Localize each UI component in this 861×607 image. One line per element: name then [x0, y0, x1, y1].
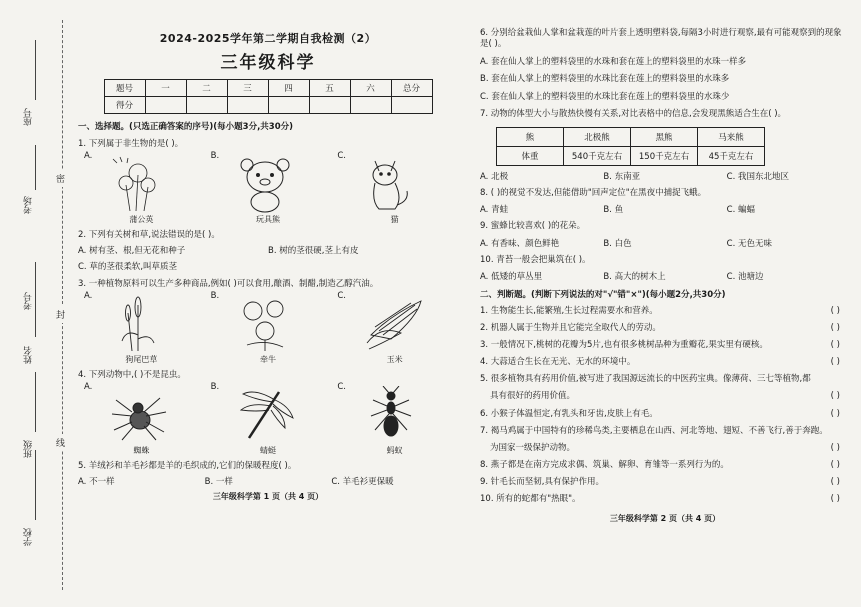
ant-icon — [361, 386, 421, 442]
section2-title: 二、判断题。(判断下列说法的对"√"错"×")(每小题2分,共30分) — [480, 290, 726, 301]
corn-icon — [361, 295, 431, 351]
seal-char-feng: 封 — [56, 306, 65, 323]
q2-options-row2 — [78, 260, 458, 272]
q8-options — [480, 203, 850, 215]
score-cell[interactable] — [186, 97, 227, 114]
option-letter: A. — [84, 382, 93, 392]
dragonfly-icon — [235, 386, 295, 442]
q1-caption-a: 蒲公英 — [129, 215, 154, 224]
q4-caption-c: 蚂蚁 — [386, 446, 403, 455]
name-line — [35, 262, 36, 337]
room-line — [35, 145, 36, 190]
bear-table-head: 黑熊 — [631, 127, 698, 146]
q7-options — [480, 170, 850, 182]
score-head-cell: 总分 — [391, 80, 432, 97]
question-1: 1. 下列属于非生物的是( )。 — [78, 139, 184, 149]
q10-option-a[interactable]: A. 低矮的草丛里 — [480, 272, 543, 283]
q6-option-a[interactable]: A. 套在仙人掌上的塑料袋里的水珠和套在莲上的塑料袋里的水珠一样多 — [480, 56, 747, 67]
morning-glory-icon — [235, 295, 295, 351]
q3-caption-c: 玉米 — [386, 355, 403, 364]
judge-text: 为国家一级保护动物。 — [490, 442, 576, 453]
q7-option-a[interactable]: A. 北极 — [480, 171, 509, 182]
q3-option-c[interactable] — [331, 291, 458, 363]
option-letter: C. — [337, 151, 346, 161]
seat-line — [35, 40, 36, 100]
q3-images — [78, 291, 458, 363]
q3-caption-b: 牵牛 — [260, 355, 276, 364]
question-6: 6. 分别给盆栽仙人掌和盆栽莲的叶片套上透明塑料袋,每隔3小时进行观察,最有可能观察到的现象是( )。 — [480, 28, 842, 50]
bear-table-cell: 体重 — [497, 146, 564, 165]
question-8: 8. ( )的视觉不发达,但能借助"回声定位"在黑夜中捕捉飞蛾。 — [480, 187, 707, 198]
score-head-cell: 五 — [309, 80, 350, 97]
judge-item — [480, 340, 850, 351]
section1-title: 一、选择题。(只选正确答案的序号)(每小题3分,共30分) — [78, 122, 294, 132]
option-letter: A. — [84, 291, 93, 301]
judge-text: 3. 一般情况下,桃树的花瓣为5片,也有很多桃树品种为重瓣花,果实里有硬核。 — [480, 340, 768, 351]
bear-table-head: 马来熊 — [698, 127, 765, 146]
q9-option-b[interactable]: B. 白色 — [603, 238, 632, 249]
exam-number-label: 考号 — [24, 292, 34, 310]
question-2: 2. 下列有关树和草,说法错误的是( )。 — [78, 230, 220, 240]
bear-table-cell: 150千克左右 — [631, 146, 698, 165]
q4-option-a[interactable] — [78, 382, 205, 454]
judge-text: 5. 很多植物具有药用价值,被写进了我国源远流长的中医药宝典。像薄荷、三七等植物,都 — [480, 374, 811, 385]
score-head-cell: 一 — [145, 80, 186, 97]
judge-text: 10. 所有的蛇都有"热眼"。 — [480, 493, 581, 504]
spider-icon — [108, 386, 168, 442]
judge-item — [480, 443, 850, 454]
q8-option-b[interactable]: B. 鱼 — [603, 205, 624, 216]
school-label: 学校 — [24, 528, 34, 546]
option-letter: A. — [84, 151, 93, 161]
q3-option-b[interactable] — [205, 291, 332, 363]
score-cell[interactable] — [145, 97, 186, 114]
q1-option-c[interactable] — [331, 151, 458, 223]
score-head-cell: 六 — [350, 80, 391, 97]
q1-images — [78, 151, 458, 223]
q2-option-b[interactable]: B. 树的茎很硬,茎上有皮 — [268, 246, 359, 256]
seal-char-xian: 线 — [56, 434, 65, 451]
answer-bracket[interactable]: ( ) — [830, 357, 840, 368]
q4-option-b[interactable] — [205, 382, 332, 454]
bear-table-head: 北极熊 — [564, 127, 631, 146]
q10-option-b[interactable]: B. 高大的树木上 — [603, 272, 666, 283]
q5-options — [78, 475, 458, 487]
bear-table-cell: 540千克左右 — [564, 146, 631, 165]
dandelion-icon — [108, 155, 168, 211]
judge-text: 8. 燕子都是在南方完成求偶、筑巢、解卵、育雏等一系列行为的。 — [480, 459, 729, 470]
judge-item — [480, 477, 850, 488]
q9-option-a[interactable]: A. 有香味、颜色鲜艳 — [480, 238, 560, 249]
exam-title: 2024-2025学年第二学期自我检测（2） — [159, 32, 377, 45]
page-footer-1: 三年级科学第 1 页（共 4 页） — [212, 492, 324, 501]
page-two — [480, 22, 850, 524]
answer-bracket[interactable]: ( ) — [830, 408, 840, 419]
answer-bracket[interactable]: ( ) — [830, 323, 840, 334]
seal-dashed-line — [62, 20, 63, 590]
answer-bracket[interactable]: ( ) — [830, 340, 840, 351]
question-4: 4. 下列动物中,( )不是昆虫。 — [78, 370, 186, 380]
q2-option-a[interactable]: A. 树有茎、根,但无花和种子 — [78, 246, 186, 256]
teddy-bear-icon — [235, 155, 295, 213]
answer-bracket[interactable]: ( ) — [830, 493, 840, 504]
judge-text: 2. 机器人属于生物并且它能完全取代人的劳动。 — [480, 323, 661, 334]
answer-bracket[interactable]: ( ) — [830, 459, 840, 470]
score-cell[interactable] — [227, 97, 268, 114]
bear-table-head: 熊 — [497, 127, 564, 146]
q1-option-b[interactable] — [205, 151, 332, 223]
score-head-cell: 题号 — [104, 80, 145, 97]
q7-option-b[interactable]: B. 东南亚 — [603, 171, 641, 182]
judge-text: 4. 大蒜适合生长在无光、无水的环境中。 — [480, 357, 636, 368]
name-label: 姓名 — [24, 346, 34, 364]
score-head-cell: 二 — [186, 80, 227, 97]
seal-char-mi: 密 — [56, 170, 65, 187]
exam-room-label: 考场 — [24, 196, 34, 214]
option-letter: B. — [210, 382, 220, 392]
judge-item — [480, 306, 850, 317]
school-line — [35, 450, 36, 520]
q9-option-c[interactable]: C. 无色无味 — [726, 238, 772, 249]
bear-weight-table — [496, 127, 765, 166]
q1-caption-b: 玩具熊 — [256, 215, 280, 224]
q3-caption-a: 狗尾巴草 — [125, 355, 158, 364]
judge-item — [480, 409, 850, 420]
binding-margin — [0, 0, 70, 607]
q4-images — [78, 382, 458, 454]
question-3: 3. 一种植物原料可以生产多种商品,例如( )可以食用,酿酒、制醋,制造乙醇汽油。 — [78, 279, 379, 289]
q2-option-c[interactable]: C. 草的茎很柔软,叫草质茎 — [78, 262, 178, 272]
q7-option-c[interactable]: C. 我国东北地区 — [726, 171, 789, 182]
class-line — [35, 372, 36, 432]
judge-text: 具有很好的药用价值。 — [490, 391, 576, 402]
q4-caption-b: 蜻蜓 — [260, 446, 276, 455]
page-footer-2: 三年级科学第 2 页（共 4 页） — [609, 513, 721, 523]
q4-caption-a: 蜘蛛 — [133, 446, 150, 455]
score-head-cell: 三 — [227, 80, 268, 97]
cat-icon — [361, 155, 421, 213]
class-label: 班级 — [24, 440, 34, 458]
q1-caption-c: 猫 — [390, 215, 399, 224]
judge-text: 1. 生物能生长,能繁殖,生长过程需要水和营养。 — [480, 306, 658, 317]
judge-item — [480, 374, 850, 385]
subject-title: 三年级科学 — [220, 53, 316, 73]
bear-table-cell: 45千克左右 — [698, 146, 765, 165]
q8-option-a[interactable]: A. 青蛙 — [480, 205, 509, 216]
score-cell[interactable] — [391, 97, 432, 114]
judge-item — [480, 460, 850, 471]
judge-item — [480, 391, 850, 402]
answer-bracket[interactable]: ( ) — [830, 306, 840, 317]
q5-option-c[interactable]: C. 羊毛衫更保暖 — [331, 477, 394, 487]
q6-option-b[interactable]: B. 套在仙人掌上的塑料袋里的水珠比套在莲上的塑料袋里的水珠多 — [480, 74, 730, 85]
judge-text: 7. 褐马鸡属于中国特有的珍稀鸟类,主要栖息在山西、河北等地、翅短、不善飞行,善于奔跑。 — [480, 425, 828, 436]
question-9: 9. 蜜蜂比较喜欢( )的花朵。 — [480, 221, 586, 232]
answer-bracket[interactable]: ( ) — [830, 442, 840, 453]
q10-options — [480, 270, 850, 282]
foxtail-grass-icon — [108, 295, 168, 351]
judge-item — [480, 323, 850, 334]
question-5: 5. 羊绒衫和羊毛衫都是羊的毛织成的,它们的保暖程度( )。 — [78, 461, 297, 471]
question-10: 10. 青苔一般会把巢筑在( )。 — [480, 254, 591, 265]
option-letter: C. — [337, 382, 346, 392]
judge-text: 6. 小猴子体温恒定,有乳头和牙齿,皮肤上有毛。 — [480, 408, 658, 419]
score-head-cell: 四 — [268, 80, 309, 97]
score-table — [104, 79, 433, 114]
judge-item — [480, 426, 850, 437]
q10-option-c[interactable]: C. 池塘边 — [726, 272, 764, 283]
option-letter: C. — [337, 291, 346, 301]
judge-item — [480, 357, 850, 368]
score-cell[interactable] — [268, 97, 309, 114]
q8-option-c[interactable]: C. 蝙蝠 — [726, 205, 755, 216]
option-letter: B. — [210, 291, 220, 301]
score-cell[interactable] — [309, 97, 350, 114]
question-7: 7. 动物的体型大小与散热快慢有关系,对比表格中的信息,会发现黑熊适合生在( )。 — [480, 109, 787, 120]
score-cell[interactable] — [350, 97, 391, 114]
q9-options — [480, 237, 850, 249]
judge-text: 9. 针毛长而坚韧,具有保护作用。 — [480, 476, 605, 487]
q4-option-c[interactable] — [331, 382, 458, 454]
answer-bracket[interactable]: ( ) — [830, 391, 840, 402]
q5-option-b[interactable]: B. 一样 — [204, 477, 233, 487]
score-row-label: 得分 — [104, 97, 145, 114]
q3-option-a[interactable] — [78, 291, 205, 363]
answer-bracket[interactable]: ( ) — [830, 476, 840, 487]
q6-option-c[interactable]: C. 套在仙人掌上的塑料袋里的水珠比套在莲上的塑料袋里的水珠少 — [480, 91, 730, 102]
option-letter: B. — [210, 151, 220, 161]
q2-options — [78, 244, 458, 256]
q5-option-a[interactable]: A. 不一样 — [78, 477, 115, 487]
seat-label: 座号 — [24, 108, 34, 126]
page-one — [78, 30, 458, 502]
q1-option-a[interactable] — [78, 151, 205, 223]
judge-item — [480, 494, 850, 505]
